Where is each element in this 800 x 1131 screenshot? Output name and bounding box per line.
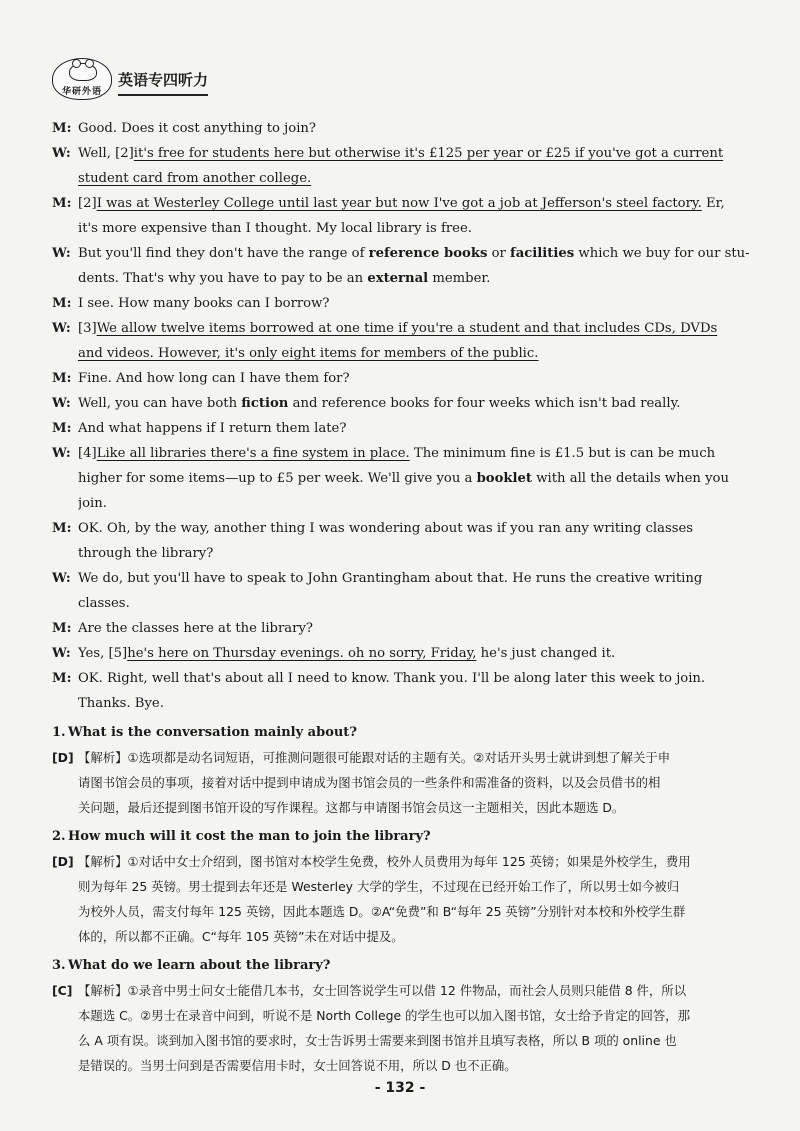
question-text: How much will it cost the man to join the library?: [68, 829, 431, 844]
dialogue-line: [52, 141, 768, 166]
dialogue-text: [78, 366, 768, 391]
dialogue-text: [78, 641, 768, 666]
dialogue-text: [78, 566, 768, 591]
explanation-text: 为校外人员，需支付每年 125 英镑，因此本题选 D。②A“免费”和 B“每年 25 英镑”分别针对本校和外校学生群: [78, 904, 686, 919]
dialogue-line: [52, 241, 768, 266]
speaker-label: [52, 266, 78, 291]
dialogue-line: [52, 441, 768, 466]
explanation-line: [52, 978, 768, 1003]
speaker-label: M:: [52, 421, 72, 436]
explanation-text: 则为每年 25 英镑。男士提到去年还是 Westerley 大学的学生，不过现在已经开始工作了，所以男士如今被归: [78, 879, 680, 894]
dialogue-text: [78, 491, 768, 516]
dialogue-text: [78, 191, 768, 216]
text-segment: [3]: [78, 321, 97, 336]
dialogue-line: [52, 416, 768, 441]
text-segment: [2]: [78, 196, 97, 211]
dialogue-line: [52, 566, 768, 591]
explanation-text: 是错误的。当男士问到是否需要信用卡时，女士回答说不用，所以 D 也不正确。: [78, 1058, 517, 1073]
text-segment: Good. Does it cost anything to join?: [78, 121, 316, 136]
logo-text: 华研外语: [61, 87, 102, 97]
dialogue-text: [78, 316, 768, 341]
book-title: 英语专四听力: [118, 69, 208, 96]
underlined-answer-text: I was at Westerley College until last year but now I've got a job at Jefferson's steel factory.: [96, 196, 702, 211]
text-segment: OK. Right, well that's about all I need to know. Thank you. I'll be along later this week to join.: [78, 671, 706, 686]
speaker-label: [52, 491, 78, 516]
speaker-label: M:: [52, 371, 72, 386]
dialogue-line: [52, 691, 768, 716]
explanation-line: [52, 770, 768, 795]
text-segment: Fine. And how long can I have them for?: [78, 371, 350, 386]
explanation-line: [52, 874, 768, 899]
text-segment: I see. How many books can I borrow?: [78, 296, 330, 311]
dialogue-text: [78, 591, 768, 616]
speaker-label: M:: [52, 671, 72, 686]
explanation-text: 本题选 C。②男士在录音中问到，听说不是 North College 的学生也可以加入图书馆，女士给予肯定的回答，那: [78, 1008, 691, 1023]
dialogue-line: [52, 641, 768, 666]
dialogue-line: [52, 666, 768, 691]
page-number: - 132 -: [374, 1080, 426, 1096]
text-segment: booklet: [476, 471, 533, 486]
speaker-label: M:: [52, 121, 72, 136]
text-segment: join.: [78, 496, 107, 511]
dialogue-line: [52, 116, 768, 141]
underlined-answer-text: student card from another college.: [78, 171, 312, 186]
dialogue-text: [78, 666, 768, 691]
answer-key: [C]: [52, 983, 73, 998]
dialogue-line: [52, 341, 768, 366]
text-segment: Thanks. Bye.: [78, 696, 164, 711]
speaker-label: M:: [52, 296, 72, 311]
text-segment: Are the classes here at the library?: [78, 621, 313, 636]
dialogue-text: [78, 391, 768, 416]
text-segment: We do, but you'll have to speak to John Grantingham about that. He runs the creative writing: [78, 571, 703, 586]
speaker-label: [52, 466, 78, 491]
text-segment: facilities: [510, 246, 575, 261]
text-segment: And what happens if I return them late?: [78, 421, 347, 436]
text-segment: he's just changed it.: [476, 646, 616, 661]
question-number: 3.: [52, 958, 66, 973]
question-block: [52, 824, 768, 949]
text-segment: The minimum fine is £1.5 but is can be much: [409, 446, 716, 461]
publisher-logo: [52, 58, 112, 100]
explanation-text: 【解析】①对话中女士介绍到，图书馆对本校学生免费，校外人员费用为每年 125 英镑；如果是外校学生，费用: [78, 854, 691, 869]
speaker-label: W:: [52, 446, 71, 461]
speaker-label: M:: [52, 621, 72, 636]
text-segment: with all the details when you: [532, 471, 729, 486]
underlined-answer-text: and videos. However, it's only eight items for members of the public.: [78, 346, 539, 361]
dialogue-text: [78, 291, 768, 316]
underlined-answer-text: Like all libraries there's a fine system in place.: [96, 446, 410, 461]
dialogue-line: [52, 591, 768, 616]
text-segment: member.: [428, 271, 491, 286]
text-segment: Yes, [5]: [78, 646, 128, 661]
underlined-answer-text: We allow twelve items borrowed at one time if you're a student and that includes CDs, DVDs: [96, 321, 718, 336]
dialogue-text: [78, 116, 768, 141]
speaker-label: [52, 691, 78, 716]
dialogue-text: [78, 241, 768, 266]
text-segment: dents. That's why you have to pay to be an: [78, 271, 368, 286]
dialogue-line: [52, 616, 768, 641]
dialogue-text: [78, 616, 768, 641]
explanation-line: [52, 745, 768, 770]
page-header: [52, 56, 208, 102]
dialogue-line: [52, 466, 768, 491]
underlined-answer-text: he's here on Thursday evenings. oh no sorry, Friday,: [127, 646, 477, 661]
frog-logo-icon: [69, 63, 97, 81]
dialogue-line: [52, 166, 768, 191]
explanation-line: [52, 924, 768, 949]
dialogue-text: [78, 141, 768, 166]
underlined-answer-text: it's free for students here but otherwise it's £125 per year or £25 if you've got a current: [133, 146, 724, 161]
dialogue-line: [52, 491, 768, 516]
dialogue-line: [52, 216, 768, 241]
explanation-text: 体的，所以都不正确。C“每年 105 英镑”未在对话中提及。: [78, 929, 404, 944]
explanation-line: [52, 795, 768, 820]
text-segment: Well, [2]: [78, 146, 134, 161]
speaker-label: [52, 166, 78, 191]
answer-key: [D]: [52, 750, 74, 765]
text-segment: fiction: [241, 396, 289, 411]
text-segment: Well, you can have both: [78, 396, 242, 411]
question-block: [52, 720, 768, 820]
text-segment: reference books: [368, 246, 488, 261]
dialogue-text: [78, 216, 768, 241]
speaker-label: W:: [52, 646, 71, 661]
explanation-line: [52, 849, 768, 874]
answer-key: [D]: [52, 854, 74, 869]
text-segment: external: [367, 271, 429, 286]
text-segment: and reference books for four weeks which isn't bad really.: [288, 396, 681, 411]
dialogue-line: [52, 316, 768, 341]
text-segment: But you'll find they don't have the range of: [78, 246, 369, 261]
question-title: [52, 824, 768, 849]
text-segment: classes.: [78, 596, 130, 611]
explanation-line: [52, 1003, 768, 1028]
speaker-label: [52, 341, 78, 366]
dialogue-text: [78, 416, 768, 441]
question-text: What do we learn about the library?: [68, 958, 331, 973]
question-number: 2.: [52, 829, 66, 844]
text-segment: through the library?: [78, 546, 214, 561]
explanation-line: [52, 1028, 768, 1053]
question-title: [52, 953, 768, 978]
explanation-text: 请图书馆会员的事项，接着对话中提到申请成为图书馆会员的一些条件和需准备的资料，以及会员借书的相: [78, 775, 661, 790]
text-segment: [4]: [78, 446, 97, 461]
speaker-label: W:: [52, 321, 71, 336]
page-content: [52, 116, 768, 1078]
dialogue-text: [78, 691, 768, 716]
question-title: [52, 720, 768, 745]
explanation-text: 关问题，最后还提到图书馆开设的写作课程。这都与申请图书馆会员这一主题相关，因此本题选 D。: [78, 800, 625, 815]
text-segment: which we buy for our stu-: [574, 246, 750, 261]
dialogue-text: [78, 266, 768, 291]
question-block: [52, 953, 768, 1078]
speaker-label: W:: [52, 571, 71, 586]
explanation-text: 【解析】①录音中男士问女士能借几本书，女士回答说学生可以借 12 件物品，而社会人员则只能借 8 件，所以: [78, 983, 687, 998]
dialogue-line: [52, 266, 768, 291]
text-segment: Er,: [701, 196, 725, 211]
question-list: [52, 720, 768, 1078]
dialogue-text: [78, 441, 768, 466]
explanation-line: [52, 1053, 768, 1078]
explanation-text: 么 A 项有误。谈到加入图书馆的要求时，女士告诉男士需要来到图书馆并且填写表格，所以 B 项的 online 也: [78, 1033, 677, 1048]
dialogue-text: [78, 466, 768, 491]
speaker-label: W:: [52, 246, 71, 261]
speaker-label: W:: [52, 146, 71, 161]
text-segment: it's more expensive than I thought. My local library is free.: [78, 221, 472, 236]
dialogue-line: [52, 391, 768, 416]
dialogue-text: [78, 166, 768, 191]
speaker-label: [52, 216, 78, 241]
question-text: What is the conversation mainly about?: [68, 725, 357, 740]
speaker-label: [52, 591, 78, 616]
explanation-line: [52, 899, 768, 924]
speaker-label: M:: [52, 196, 72, 211]
text-segment: or: [487, 246, 511, 261]
question-number: 1.: [52, 725, 66, 740]
dialogue-line: [52, 516, 768, 541]
text-segment: higher for some items—up to £5 per week. We'll give you a: [78, 471, 477, 486]
dialogue-text: [78, 341, 768, 366]
dialogue-line: [52, 191, 768, 216]
text-segment: OK. Oh, by the way, another thing I was wondering about was if you ran any writing classes: [78, 521, 694, 536]
dialogue-text: [78, 541, 768, 566]
speaker-label: M:: [52, 521, 72, 536]
speaker-label: W:: [52, 396, 71, 411]
dialogue-text: [78, 516, 768, 541]
dialogue-line: [52, 541, 768, 566]
speaker-label: [52, 541, 78, 566]
dialogue-transcript: [52, 116, 768, 716]
explanation-text: 【解析】①选项都是动名词短语，可推测问题很可能跟对话的主题有关。②对话开头男士就讲到想了解关于申: [78, 750, 671, 765]
dialogue-line: [52, 366, 768, 391]
dialogue-line: [52, 291, 768, 316]
